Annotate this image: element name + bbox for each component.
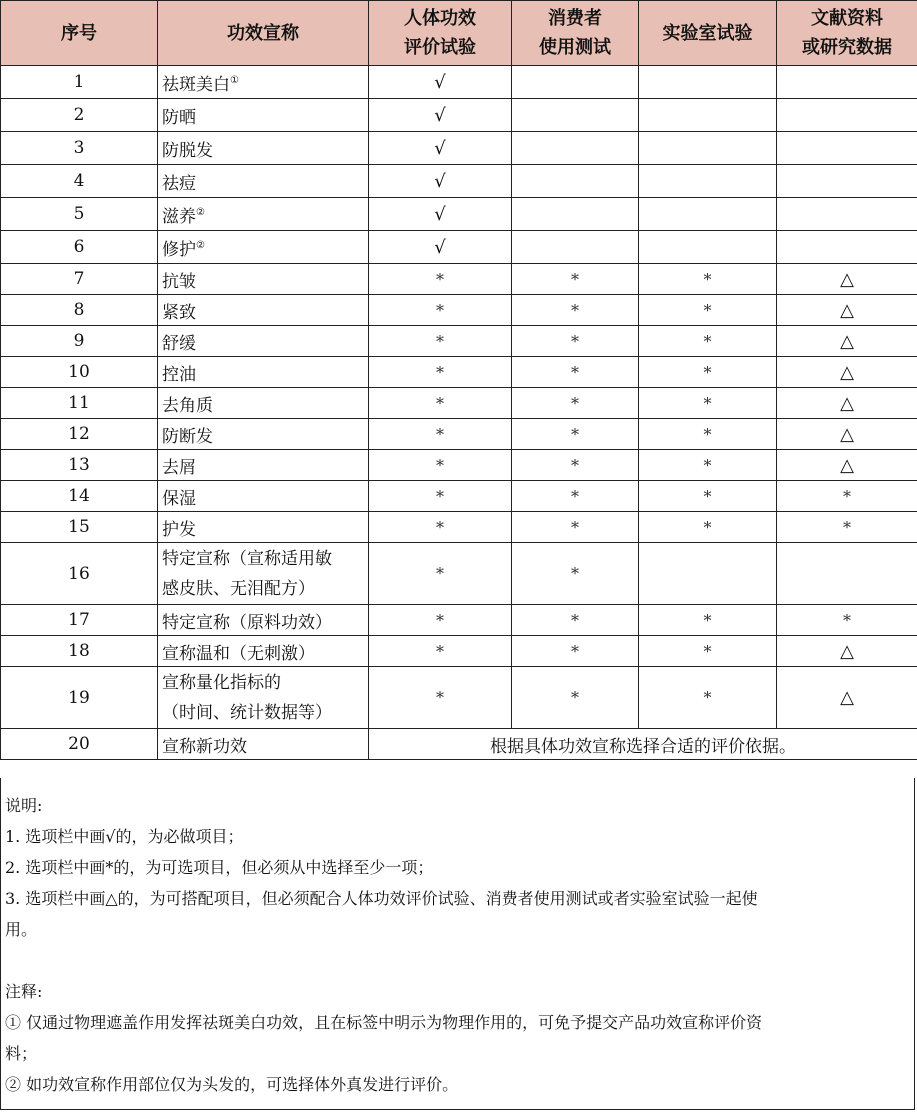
spacer <box>5 945 914 976</box>
human-test-cell: * <box>369 636 512 667</box>
lab-test-cell: * <box>639 264 777 295</box>
row-number: 13 <box>1 450 158 481</box>
table-row <box>1 357 917 388</box>
literature-cell <box>777 66 917 99</box>
literature-cell <box>777 231 917 264</box>
human-test-cell: * <box>369 512 512 543</box>
row-number: 14 <box>1 481 158 512</box>
claim-cell: 防脱发 <box>158 132 369 165</box>
note-item-2: 2. 选项栏中画*的，为可选项目，但必须从中选择至少一项； <box>5 858 434 877</box>
consumer-test-cell <box>512 132 639 165</box>
claim-cell: 防晒 <box>158 99 369 132</box>
row-number: 15 <box>1 512 158 543</box>
claim-cell: 去屑 <box>158 450 369 481</box>
human-test-cell: √ <box>369 165 512 198</box>
footnote-marker: ① <box>230 74 239 86</box>
consumer-test-cell: * <box>512 357 639 388</box>
table-row <box>1 132 917 165</box>
annotation-2: ② 如功效宣称作用部位仅为头发的，可选择体外真发进行评价。 <box>5 1075 459 1094</box>
lab-test-cell: * <box>639 295 777 326</box>
human-test-cell: * <box>369 264 512 295</box>
lab-test-cell: * <box>639 388 777 419</box>
literature-cell: △ <box>777 295 917 326</box>
human-test-cell: √ <box>369 132 512 165</box>
lab-test-cell <box>639 66 777 99</box>
consumer-test-cell: * <box>512 326 639 357</box>
literature-cell <box>777 132 917 165</box>
claim-cell: 去角质 <box>158 388 369 419</box>
header-claim: 功效宣称 <box>158 1 369 66</box>
human-test-cell: * <box>369 543 512 605</box>
literature-cell: △ <box>777 636 917 667</box>
claim-cell: 控油 <box>158 357 369 388</box>
lab-test-cell: * <box>639 481 777 512</box>
consumer-test-cell: * <box>512 388 639 419</box>
header-literature: 文献资料 或研究数据 <box>777 1 917 66</box>
row-number: 12 <box>1 419 158 450</box>
claim-cell: 防断发 <box>158 419 369 450</box>
lab-test-cell: * <box>639 419 777 450</box>
claim-cell: 修护② <box>158 231 369 264</box>
consumer-test-cell: * <box>512 667 639 729</box>
human-test-cell: * <box>369 481 512 512</box>
row-number: 11 <box>1 388 158 419</box>
lab-test-cell <box>639 231 777 264</box>
table-row <box>1 99 917 132</box>
table-row <box>1 667 917 729</box>
footnote-marker: ② <box>196 206 205 218</box>
consumer-test-cell <box>512 165 639 198</box>
table-row <box>1 326 917 357</box>
row-number: 9 <box>1 326 158 357</box>
human-test-cell: √ <box>369 231 512 264</box>
row-number: 18 <box>1 636 158 667</box>
header-consumer-test: 消费者 使用测试 <box>512 1 639 66</box>
row-number: 6 <box>1 231 158 264</box>
table-row <box>1 481 917 512</box>
lab-test-cell: * <box>639 357 777 388</box>
table-row <box>1 231 917 264</box>
table-header-row <box>1 1 917 66</box>
human-test-cell: * <box>369 419 512 450</box>
human-test-cell: * <box>369 388 512 419</box>
row-number: 17 <box>1 605 158 636</box>
table-row <box>1 450 917 481</box>
literature-cell: △ <box>777 326 917 357</box>
consumer-test-cell: * <box>512 419 639 450</box>
literature-cell <box>777 165 917 198</box>
notes-section <box>0 778 915 1110</box>
lab-test-cell <box>639 198 777 231</box>
literature-cell: * <box>777 481 917 512</box>
row-number: 3 <box>1 132 158 165</box>
claim-cell: 滋养② <box>158 198 369 231</box>
note-item-1: 1. 选项栏中画√的，为必做项目； <box>5 827 244 846</box>
table-row <box>1 729 917 760</box>
consumer-test-cell <box>512 66 639 99</box>
literature-cell: * <box>777 512 917 543</box>
human-test-cell: * <box>369 326 512 357</box>
consumer-test-cell: * <box>512 636 639 667</box>
row-number: 1 <box>1 66 158 99</box>
human-test-cell: * <box>369 450 512 481</box>
note-item-3: 3. 选项栏中画△的，为可搭配项目，但必须配合人体功效评价试验、消费者使用测试或者实验室试验一起使 用。 <box>5 889 758 939</box>
claim-cell: 宣称新功效 <box>158 729 369 760</box>
row-number: 8 <box>1 295 158 326</box>
row-number: 10 <box>1 357 158 388</box>
lab-test-cell: * <box>639 636 777 667</box>
literature-cell: △ <box>777 419 917 450</box>
consumer-test-cell <box>512 231 639 264</box>
claim-cell: 护发 <box>158 512 369 543</box>
consumer-test-cell: * <box>512 264 639 295</box>
table-row <box>1 295 917 326</box>
consumer-test-cell <box>512 99 639 132</box>
human-test-cell: * <box>369 357 512 388</box>
table-row <box>1 636 917 667</box>
row-number: 4 <box>1 165 158 198</box>
literature-cell <box>777 543 917 605</box>
consumer-test-cell: * <box>512 481 639 512</box>
claim-cell: 祛斑美白① <box>158 66 369 99</box>
notes-title: 说明: <box>5 796 43 815</box>
header-seq: 序号 <box>1 1 158 66</box>
lab-test-cell: * <box>639 667 777 729</box>
table-row <box>1 66 917 99</box>
claim-cell: 宣称量化指标的 （时间、统计数据等） <box>158 667 369 729</box>
table-row <box>1 388 917 419</box>
table-row <box>1 512 917 543</box>
row-number: 19 <box>1 667 158 729</box>
lab-test-cell: * <box>639 450 777 481</box>
table-row <box>1 198 917 231</box>
literature-cell: * <box>777 605 917 636</box>
lab-test-cell: * <box>639 512 777 543</box>
consumer-test-cell: * <box>512 605 639 636</box>
row-number: 20 <box>1 729 158 760</box>
footnote-marker: ② <box>196 239 205 251</box>
annotation-title: 注释: <box>5 982 43 1001</box>
claim-cell: 祛痘 <box>158 165 369 198</box>
claim-cell: 特定宣称（原料功效） <box>158 605 369 636</box>
table-body <box>1 66 917 760</box>
row-number: 7 <box>1 264 158 295</box>
literature-cell: △ <box>777 264 917 295</box>
table-row <box>1 264 917 295</box>
human-test-cell: √ <box>369 66 512 99</box>
row-number: 5 <box>1 198 158 231</box>
claim-cell: 保湿 <box>158 481 369 512</box>
header-human-test: 人体功效 评价试验 <box>369 1 512 66</box>
literature-cell: △ <box>777 667 917 729</box>
claim-cell: 抗皱 <box>158 264 369 295</box>
claim-cell: 紧致 <box>158 295 369 326</box>
lab-test-cell: * <box>639 326 777 357</box>
literature-cell: △ <box>777 357 917 388</box>
header-lab-test: 实验室试验 <box>639 1 777 66</box>
lab-test-cell <box>639 165 777 198</box>
table-row <box>1 419 917 450</box>
consumer-test-cell <box>512 198 639 231</box>
literature-cell: △ <box>777 450 917 481</box>
literature-cell: △ <box>777 388 917 419</box>
consumer-test-cell: * <box>512 450 639 481</box>
claim-cell: 宣称温和（无刺激） <box>158 636 369 667</box>
human-test-cell: √ <box>369 198 512 231</box>
human-test-cell: * <box>369 295 512 326</box>
row-number: 2 <box>1 99 158 132</box>
literature-cell <box>777 99 917 132</box>
lab-test-cell: * <box>639 605 777 636</box>
human-test-cell: √ <box>369 99 512 132</box>
table-row <box>1 605 917 636</box>
lab-test-cell <box>639 99 777 132</box>
consumer-test-cell: * <box>512 543 639 605</box>
table-row <box>1 165 917 198</box>
row-number: 16 <box>1 543 158 605</box>
human-test-cell: * <box>369 667 512 729</box>
literature-cell <box>777 198 917 231</box>
table-row <box>1 543 917 605</box>
merged-evaluation-cell: 根据具体功效宣称选择合适的评价依据。 <box>369 729 917 760</box>
annotation-1: ① 仅通过物理遮盖作用发挥祛斑美白功效，且在标签中明示为物理作用的，可免予提交产品功效宣称评价资 料； <box>5 1013 763 1063</box>
lab-test-cell <box>639 132 777 165</box>
claim-cell: 舒缓 <box>158 326 369 357</box>
human-test-cell: * <box>369 605 512 636</box>
claim-cell: 特定宣称（宣称适用敏 感皮肤、无泪配方） <box>158 543 369 605</box>
consumer-test-cell: * <box>512 295 639 326</box>
lab-test-cell <box>639 543 777 605</box>
consumer-test-cell: * <box>512 512 639 543</box>
